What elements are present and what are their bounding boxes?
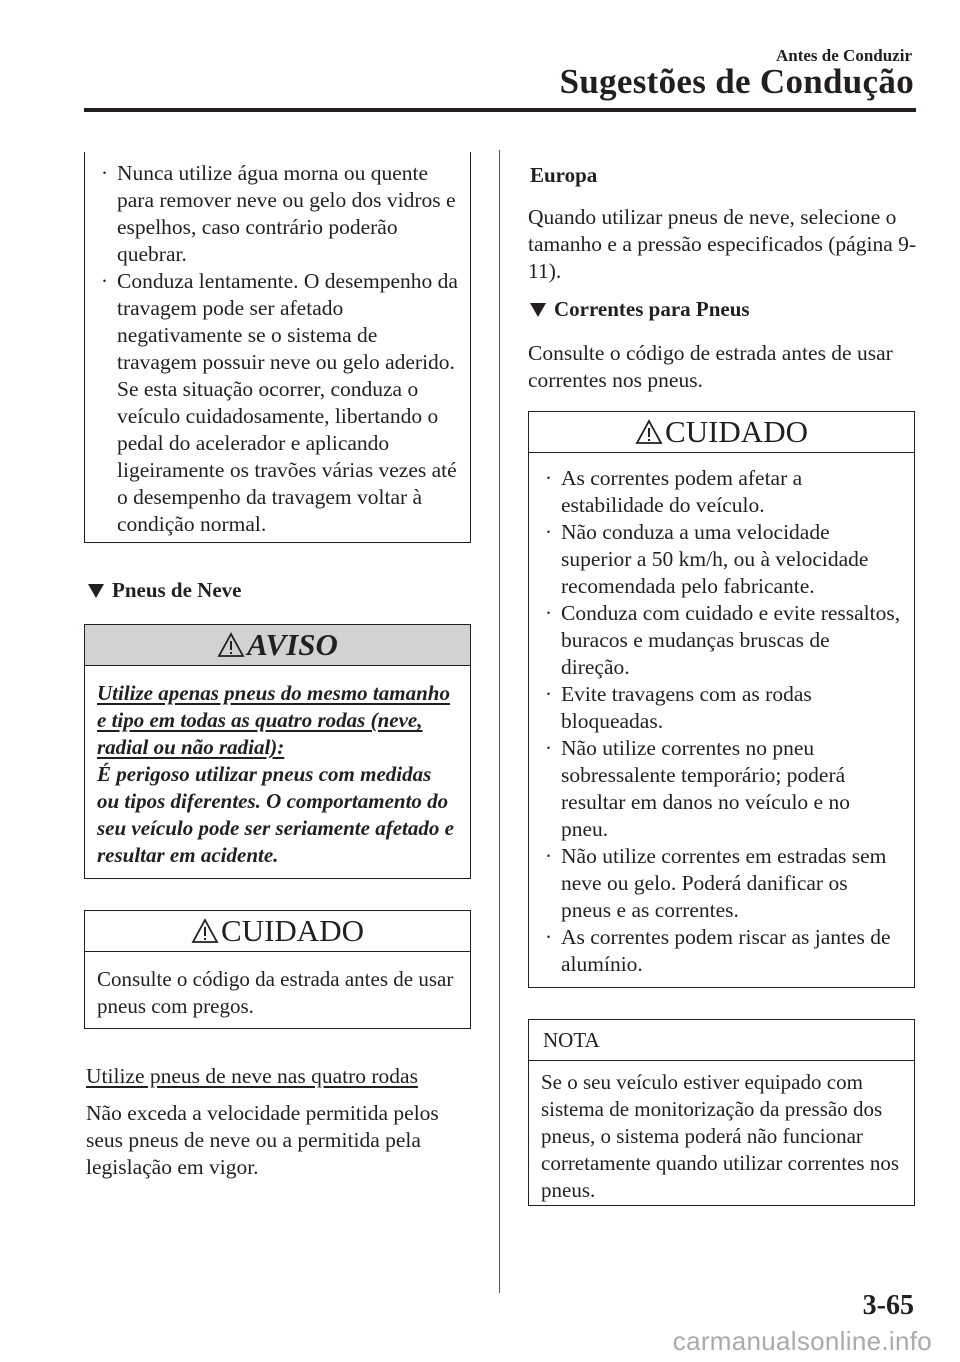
list-item: · Nunca utilize água morna ou quente para remover neve ou gelo dos vidros e espelhos, caso contrário poderão quebrar. [101, 161, 456, 266]
aviso-header [85, 625, 470, 666]
list-item: · Não utilize correntes em estradas sem neve ou gelo. Poderá danificar os pneus e as correntes. [545, 844, 887, 922]
subheading-quatro-rodas: Utilize pneus de neve nas quatro rodas [86, 1064, 418, 1088]
column-divider [499, 150, 500, 1293]
aviso-text: É perigoso utilizar pneus com medidas ou tipos diferentes. O comportamento do seu veículo pode ser seriamente afetado e resultar em acidente. [97, 762, 454, 867]
list-item: · Evite travagens com as rodas bloqueadas. [545, 682, 812, 733]
triangle-bullet-icon [88, 584, 104, 598]
warning-triangle-icon [217, 632, 245, 658]
warning-triangle-icon [635, 419, 663, 445]
continuation-list [85, 152, 470, 538]
nota-text: Se o seu veículo estiver equipado com sistema de monitorização da pressão dos pneus, o sistema poderá não funcionar corretamente quando utilizar correntes nos pneus. [541, 1070, 900, 1202]
watermark: carmanualsonline.info [672, 1326, 932, 1356]
nota-box [528, 1019, 915, 1206]
correntes-text: Consulte o código de estrada antes de usar correntes nos pneus. [528, 341, 893, 392]
cuidado-header-right [529, 412, 914, 453]
nota-title: NOTA [543, 1027, 600, 1052]
chapter-title: Antes de Conduzir [775, 46, 912, 65]
triangle-bullet-icon [530, 303, 546, 317]
cuidado-header-left [85, 911, 470, 952]
nota-header [529, 1020, 914, 1061]
cuidado-title: CUIDADO [665, 414, 808, 449]
correntes-list [529, 453, 914, 978]
page-number: 3-65 [862, 1290, 914, 1321]
warning-triangle-icon [191, 918, 219, 944]
cuidado-title: CUIDADO [221, 913, 364, 948]
cuidado-box-left [84, 910, 471, 1029]
aviso-underlined-text: Utilize apenas pneus do mesmo tamanho e tipo em todas as quatro rodas (neve, radial ou não radial): [97, 681, 450, 759]
list-item: · Não conduza a uma velocidade superior a 50 km/h, ou à velocidade recomendada pelo fabricante. [545, 520, 869, 598]
aviso-box [84, 624, 471, 879]
list-item: · Conduza com cuidado e evite ressaltos, buracos e mudanças bruscas de direção. [545, 601, 901, 679]
europa-heading: Europa [530, 163, 598, 187]
velocidade-paragraph: Não exceda a velocidade permitida pelos seus pneus de neve ou a permitida pela legislação em vigor. [86, 1101, 439, 1179]
europa-text: Quando utilizar pneus de neve, selecione o tamanho e a pressão especificados (página 9-11). [528, 205, 917, 283]
cuidado-text-left: Consulte o código da estrada antes de usar pneus com pregos. [97, 967, 454, 1018]
list-item: · Conduza lentamente. O desempenho da travagem pode ser afetado negativamente se o sistema de travagem possuir neve ou gelo aderido. Se esta situação ocorrer, conduza o veículo cuidadosamente, libertando o pedal do acelerador e aplicando ligeiramente os travões várias vezes até o desempenho da travagem voltar à condição normal. [101, 269, 458, 536]
aviso-title: AVISO [247, 627, 338, 662]
pneus-heading: Pneus de Neve [88, 578, 242, 603]
list-item: · As correntes podem afetar a estabilidade do veículo. [545, 466, 803, 517]
list-item: · Não utilize correntes no pneu sobressalente temporário; poderá resultar em danos no veículo e no pneu. [545, 736, 850, 841]
header-rule [84, 108, 916, 112]
continuation-box [84, 152, 471, 543]
section-title: Sugestões de Condução [559, 62, 914, 101]
correntes-heading: Correntes para Pneus [530, 297, 750, 322]
cuidado-box-right [528, 411, 915, 988]
list-item: · As correntes podem riscar as jantes de alumínio. [545, 925, 891, 976]
